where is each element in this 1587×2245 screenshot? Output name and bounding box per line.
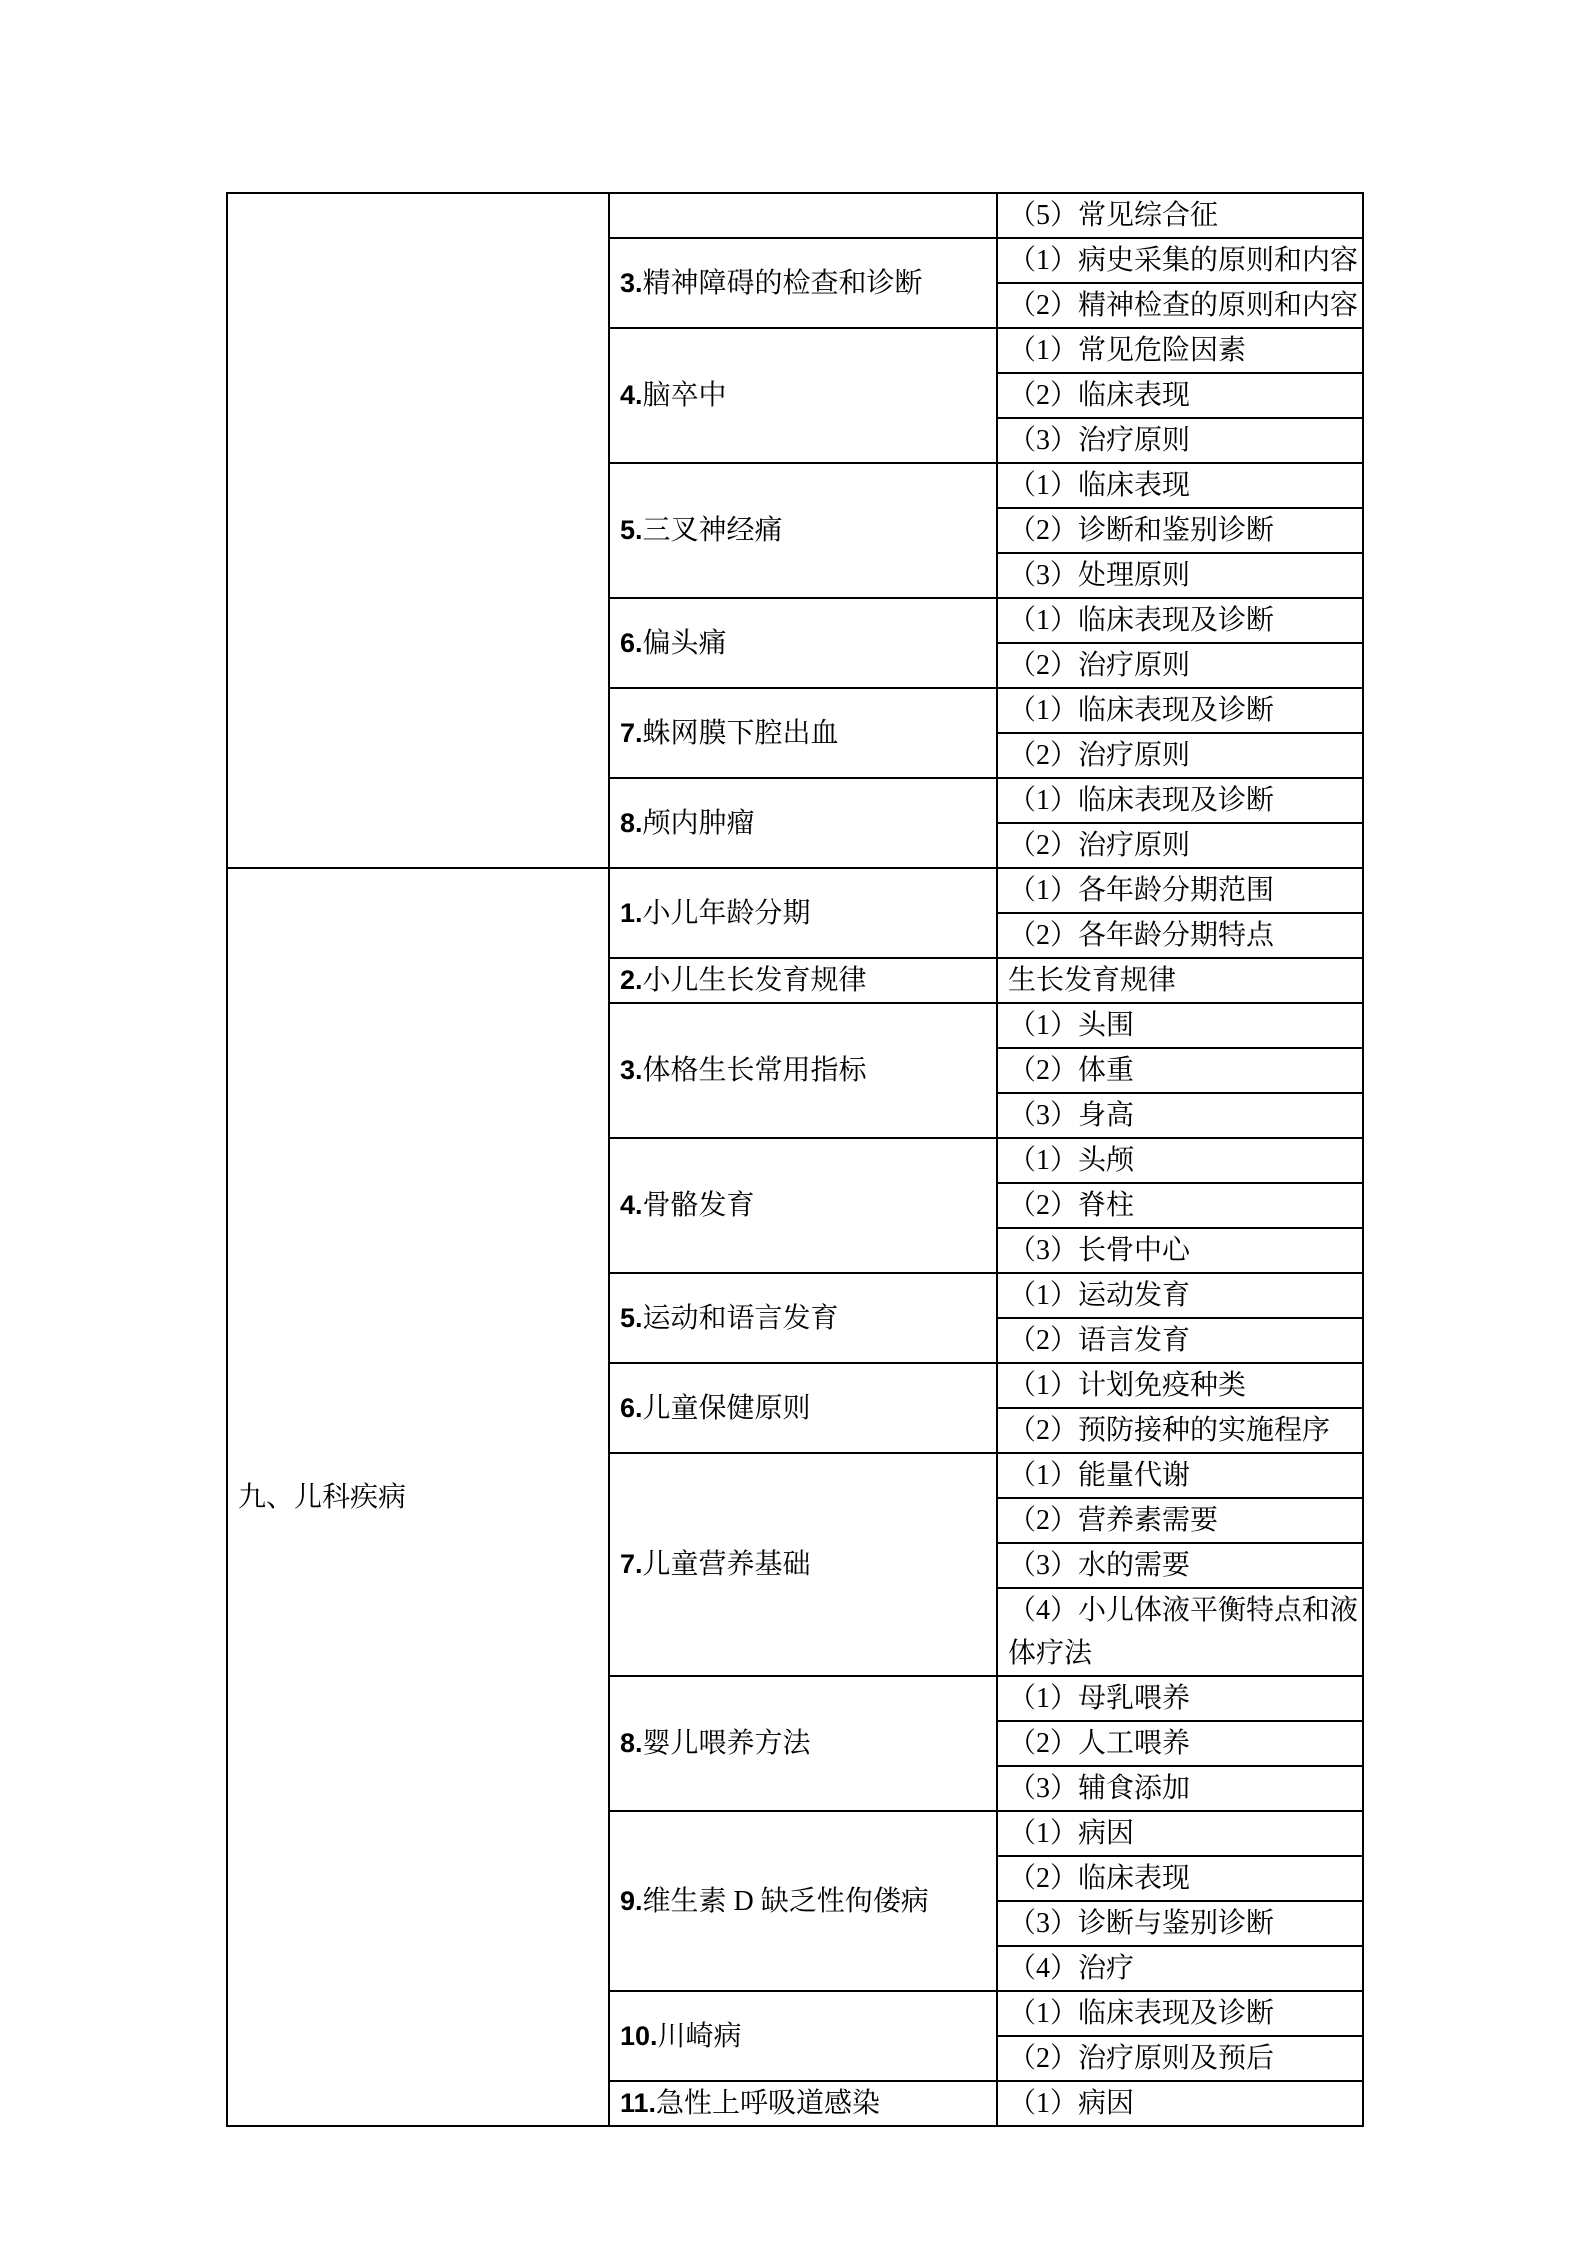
topic-number: 2. xyxy=(620,965,643,995)
subtopic-cell: （3）身高 xyxy=(997,1093,1363,1138)
topic-number: 4. xyxy=(620,380,643,410)
topic-cell xyxy=(609,1811,997,1991)
subtopic-cell: （1）临床表现及诊断 xyxy=(997,778,1363,823)
subtopic-cell: （2）营养素需要 xyxy=(997,1498,1363,1543)
subtopic-cell: （1）头围 xyxy=(997,1003,1363,1048)
topic-number: 9. xyxy=(620,1885,643,1916)
subtopic-cell: （1）能量代谢 xyxy=(997,1453,1363,1498)
topic-title: 蛛网膜下腔出血 xyxy=(642,717,839,749)
topic-title: 三叉神经痛 xyxy=(642,515,783,546)
topic-title: 颅内肿瘤 xyxy=(642,807,755,839)
topic-cell xyxy=(609,1676,997,1811)
subtopic-cell: （2）治疗原则 xyxy=(997,823,1363,868)
topic-number: 3. xyxy=(620,267,643,298)
subtopic-cell: （1）运动发育 xyxy=(997,1273,1363,1318)
subtopic-cell: （2）人工喂养 xyxy=(997,1721,1363,1766)
topic-title: 体格生长常用指标 xyxy=(642,1055,867,1086)
subtopic-cell: （1）母乳喂养 xyxy=(997,1676,1363,1721)
topic-title: 川崎病 xyxy=(657,2020,742,2052)
subtopic-cell: （2）临床表现 xyxy=(997,1856,1363,1901)
topic-cell xyxy=(609,1138,997,1273)
subtopic-cell: （1）病因 xyxy=(997,2081,1363,2126)
subtopic-cell: （5）常见综合征 xyxy=(997,193,1363,238)
subtopic-cell: （1）临床表现及诊断 xyxy=(997,598,1363,643)
topic-cell xyxy=(609,193,997,238)
topic-title: 精神障碍的检查和诊断 xyxy=(642,267,923,299)
topic-title: 维生素 D 缺乏性佝偻病 xyxy=(642,1885,929,1917)
topic-cell xyxy=(609,1273,997,1363)
subtopic-cell: （2）治疗原则 xyxy=(997,733,1363,778)
topic-cell xyxy=(609,688,997,778)
topic-cell xyxy=(609,1991,997,2081)
topic-number: 6. xyxy=(620,627,643,658)
subtopic-cell: （1）病史采集的原则和内容 xyxy=(997,238,1363,283)
table-row xyxy=(227,193,1363,238)
topic-number: 8. xyxy=(620,807,643,838)
subtopic-cell: （3）辅食添加 xyxy=(997,1766,1363,1811)
subtopic-cell: （2）临床表现 xyxy=(997,373,1363,418)
topic-number: 5. xyxy=(620,515,643,545)
topic-cell xyxy=(609,778,997,868)
topic-number: 4. xyxy=(620,1190,643,1220)
topic-cell xyxy=(609,868,997,958)
subtopic-cell: （2）精神检查的原则和内容 xyxy=(997,283,1363,328)
subtopic-cell: （2）治疗原则及预后 xyxy=(997,2036,1363,2081)
subtopic-cell: （2）脊柱 xyxy=(997,1183,1363,1228)
subtopic-cell: （4）治疗 xyxy=(997,1946,1363,1991)
topic-cell xyxy=(609,1453,997,1676)
topic-cell xyxy=(609,2081,997,2126)
subtopic-cell: （2）各年龄分期特点 xyxy=(997,913,1363,958)
subtopic-cell: （2）治疗原则 xyxy=(997,643,1363,688)
section-cell xyxy=(227,193,609,868)
subtopic-cell: （1）各年龄分期范围 xyxy=(997,868,1363,913)
subtopic-cell: （1）计划免疫种类 xyxy=(997,1363,1363,1408)
topic-number: 11. xyxy=(620,2088,657,2118)
subtopic-cell: （2）语言发育 xyxy=(997,1318,1363,1363)
topic-number: 8. xyxy=(620,1728,643,1758)
subtopic-cell: （1）临床表现及诊断 xyxy=(997,1991,1363,2036)
topic-title: 小儿年龄分期 xyxy=(642,897,811,929)
topic-title: 骨骼发育 xyxy=(642,1190,755,1221)
topic-number: 7. xyxy=(620,1549,643,1579)
subtopic-cell: （1）临床表现及诊断 xyxy=(997,688,1363,733)
topic-number: 10. xyxy=(620,2020,658,2051)
topic-number: 3. xyxy=(620,1055,643,1085)
topic-number: 5. xyxy=(620,1302,643,1333)
subtopic-cell: （3）水的需要 xyxy=(997,1543,1363,1588)
topic-cell xyxy=(609,1363,997,1453)
topic-number: 1. xyxy=(620,897,643,928)
topic-cell xyxy=(609,1003,997,1138)
topic-title: 偏头痛 xyxy=(642,627,727,659)
topic-cell xyxy=(609,238,997,328)
topic-title: 儿童营养基础 xyxy=(642,1549,811,1580)
topic-cell xyxy=(609,958,997,1003)
topic-title: 小儿生长发育规律 xyxy=(642,965,867,996)
section-cell: 九、儿科疾病 xyxy=(227,868,609,2126)
subtopic-cell: （1）临床表现 xyxy=(997,463,1363,508)
subtopic-cell: （2）体重 xyxy=(997,1048,1363,1093)
topic-title: 脑卒中 xyxy=(642,380,727,411)
topic-cell xyxy=(609,463,997,598)
topic-cell xyxy=(609,328,997,463)
subtopic-cell: （2）预防接种的实施程序 xyxy=(997,1408,1363,1453)
subtopic-cell: （3）治疗原则 xyxy=(997,418,1363,463)
subtopic-cell: （1）病因 xyxy=(997,1811,1363,1856)
topic-cell xyxy=(609,598,997,688)
syllabus-table xyxy=(226,192,1364,2127)
table-row xyxy=(227,868,1363,913)
topic-title: 运动和语言发育 xyxy=(642,1302,839,1334)
topic-number: 7. xyxy=(620,717,643,748)
subtopic-cell: （4）小儿体液平衡特点和液体疗法 xyxy=(997,1588,1363,1676)
topic-title: 儿童保健原则 xyxy=(642,1392,811,1424)
subtopic-cell: （1）头颅 xyxy=(997,1138,1363,1183)
subtopic-cell: （1）常见危险因素 xyxy=(997,328,1363,373)
subtopic-cell: （3）长骨中心 xyxy=(997,1228,1363,1273)
topic-title: 婴儿喂养方法 xyxy=(642,1728,811,1759)
subtopic-cell: 生长发育规律 xyxy=(997,958,1363,1003)
topic-title: 急性上呼吸道感染 xyxy=(656,2088,881,2119)
subtopic-cell: （3）诊断与鉴别诊断 xyxy=(997,1901,1363,1946)
subtopic-cell: （3）处理原则 xyxy=(997,553,1363,598)
topic-number: 6. xyxy=(620,1392,643,1423)
subtopic-cell: （2）诊断和鉴别诊断 xyxy=(997,508,1363,553)
